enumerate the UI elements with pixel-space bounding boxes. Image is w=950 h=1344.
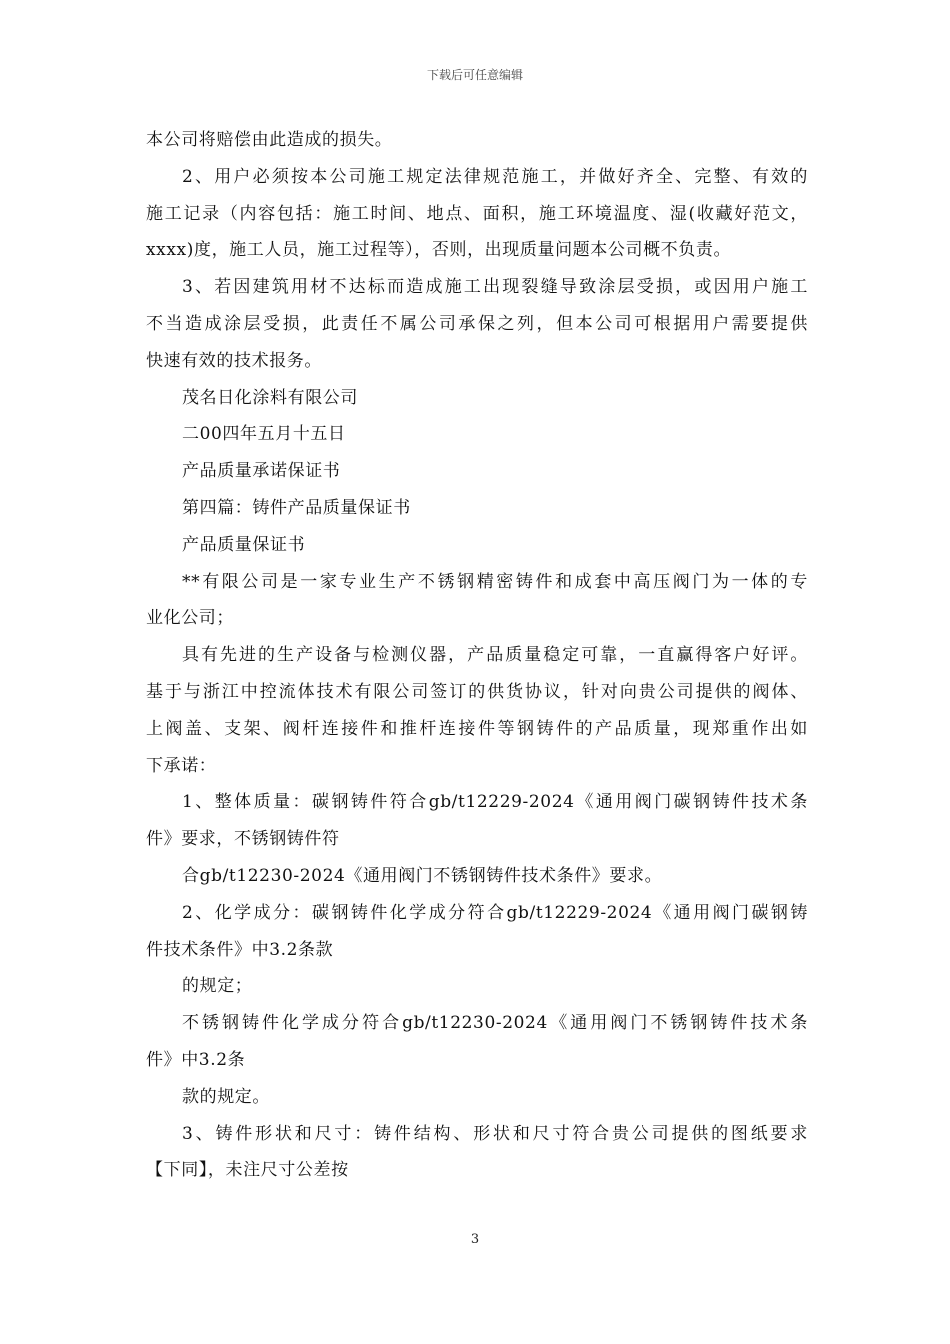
text-line: xxxx)度，施工人员，施工过程等），否则，出现质量问题本公司概不负责。 [146, 240, 732, 261]
text-line: 不锈钢铸件化学成分符合gb/t12230-2024《通用阀门不锈钢铸件技术条 [182, 1013, 808, 1034]
text-line: 业化公司； [146, 608, 234, 629]
text-line: 具有先进的生产设备与检测仪器，产品质量稳定可靠，一直赢得客户好评。 [182, 645, 808, 666]
text-line: 件》中3.2条 [146, 1049, 246, 1070]
text-line: 基于与浙江中控流体技术有限公司签订的供货协议，针对向贵公司提供的阀体、 [146, 681, 808, 702]
text-line: 款的规定。 [182, 1086, 270, 1107]
text-line: 合gb/t12230-2024《通用阀门不锈钢铸件技术条件》要求。 [182, 865, 663, 886]
text-line: 件》要求，不锈钢铸件符 [146, 829, 340, 850]
text-line: 茂名日化涂料有限公司 [182, 387, 358, 408]
text-line: 下承诺： [146, 755, 217, 776]
text-line: 上阀盖、支架、阀杆连接件和推杆连接件等钢铸件的产品质量，现郑重作出如 [146, 718, 808, 739]
text-line: 3、若因建筑用材不达标而造成施工出现裂缝导致涂层受损，或因用户施工 [182, 277, 808, 298]
text-line: 产品质量承诺保证书 [182, 461, 341, 482]
text-line: 快速有效的技术报务。 [146, 350, 322, 371]
text-line: 1、整体质量：碳钢铸件符合gb/t12229-2024《通用阀门碳钢铸件技术条 [182, 792, 808, 813]
page-header: 下载后可任意编辑 [426, 68, 523, 82]
text-line: 3、铸件形状和尺寸：铸件结构、形状和尺寸符合贵公司提供的图纸要求 [182, 1123, 808, 1144]
text-line: 【下同】，未注尺寸公差按 [146, 1160, 349, 1181]
text-line: 2、用户必须按本公司施工规定法律规范施工，并做好齐全、完整、有效的 [182, 166, 808, 187]
text-line: 不当造成涂层受损，此责任不属公司承保之列，但本公司可根据用户需要提供 [146, 313, 808, 334]
text-line: 施工记录（内容包括：施工时间、地点、面积，施工环境温度、湿(收藏好范文， [146, 203, 808, 224]
text-line: 的规定； [182, 976, 253, 997]
text-line: **有限公司是一家专业生产不锈钢精密铸件和成套中高压阀门为一体的专 [182, 571, 808, 592]
document-body [146, 122, 808, 1189]
text-line: 件技术条件》中3.2条款 [146, 939, 334, 960]
page-number: 3 [470, 1232, 480, 1247]
text-line: 2、化学成分：碳钢铸件化学成分符合gb/t12229-2024《通用阀门碳钢铸 [182, 902, 808, 923]
text-line: 本公司将赔偿由此造成的损失。 [146, 130, 393, 150]
text-line: 二00四年五月十五日 [182, 424, 346, 445]
text-line: 第四篇：铸件产品质量保证书 [182, 497, 411, 518]
text-line: 产品质量保证书 [182, 534, 306, 555]
